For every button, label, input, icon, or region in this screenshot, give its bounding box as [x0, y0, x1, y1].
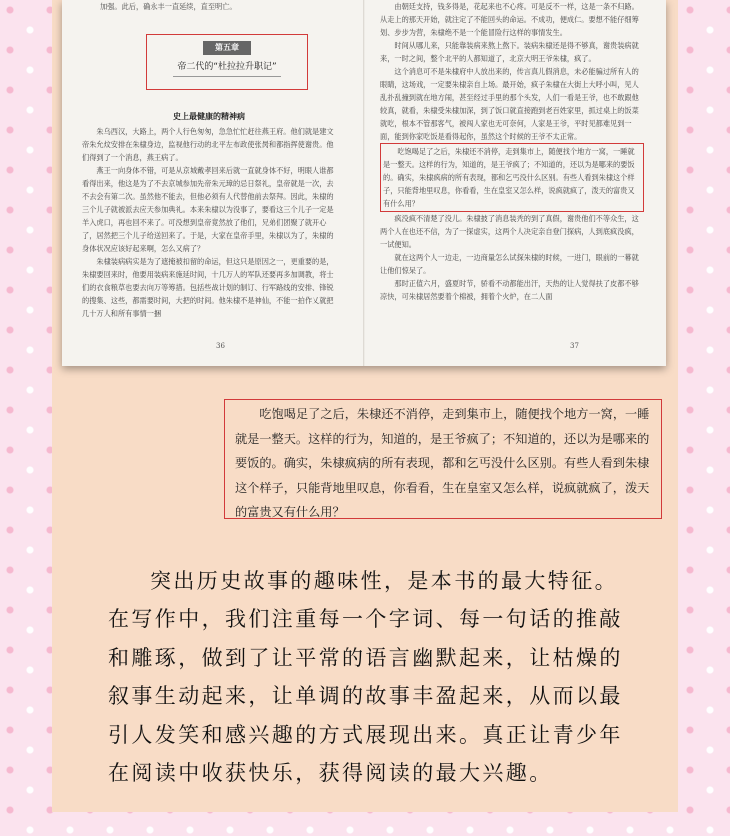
- left-paragraph: 燕王一向身体不错，可是从京城戴孝回来后就一直就身体不好，明眼人谁都看得出来，他这是为了不去京城参加先帝朱元璋的忌日祭礼，皇帝就是一次，去不去会有第二次。虽然他不能去，但他必须有人代替他前去祭拜。因此，朱棣的三个儿子就被派去应天参加典礼。本来朱棣以为没事了，要看这三个儿子一定是羊入虎口，再也回不来了。可没想到皇帝竟然放了他们，兄弟们团聚了就开心了，居然把三个儿子给送回来了。于是，大家在皇帝手里，朱棣以为了，朱棣的身体状况应该好起来啊，怎么又病了？: [82, 166, 334, 253]
- right-paragraph: 那时正值六月，盛夏时节，骄看不动都能出汗，天热的让人觉得扶了皮都不够凉快，可朱棣居然要着个棉被，拥着个火炉，在二人面: [380, 279, 639, 301]
- excerpt-callout: [224, 399, 662, 519]
- book-spine: [363, 0, 365, 366]
- highlighted-paragraph: 吃饱喝足了之后，朱棣还不消停，走到集市上，随便找个地方一窝，一睡就是一整天。这样的行为，知道的，是王爷疯了；不知道的，还以为是哪来的要饭的。确实，朱棣疯病的所有表现，都和乞丐没什么区别。有些人看到朱棣这个样子，只能背地里叹息，你看看，生在皇室又怎么样，说疯就疯了，泼天的富贵又有什么用？: [380, 143, 644, 212]
- description-text: 突出历史故事的趣味性，是本书的最大特征。在写作中，我们注重每一个字词、每一句话的推敲和雕琢，做到了让平常的语言幽默起来，让枯燥的叙事生动起来，让单调的故事丰盈起来，从而以最引人发笑和感兴趣的方式展现出来。真正让青少年在阅读中收获快乐，获得阅读的最大兴趣。: [108, 569, 623, 786]
- left-paragraph: 朱棣装病病实是为了遮掩被扣留的命运，但这只是原因之一，更重要的是，朱棣要回来时，他要用装病来施延时间，十几万人的军队还要再多加调教，将士们的衣食粮草也要去向万等筹措。包括些战计划的制订、行军路线的安排、锋锐的搜集、这些，都需要时间，大把的时间。他朱棣不是神仙，不能一拍作乂就把几十万人和所有事情一捆: [82, 257, 334, 318]
- right-page-number: 37: [570, 342, 579, 350]
- right-paragraph: 疯没疯不清楚了没儿。朱棣披了消息装秃的到了真假，谢贵他们不等众生，这两个人在也还不信，为了一探虚实，这两个人决定亲自登门探病，人到底疯没疯，一试便知。: [380, 214, 639, 249]
- right-paragraph: 时间从哪儿来，只能靠装病来熬上熬下。装病朱棣还是得不够真，谢贵装病就来，一时之间，整个北平的人都知道了，北京大明王爷朱棣，疯了。: [380, 41, 639, 63]
- book-spread-image: [62, 0, 666, 366]
- right-paragraph: 这个消息可不是朱棣府中人放出来的，传言真儿假消息，未必能骗过所有人的眼睛，这场戏，一定要朱棣亲自上场。最开始，疯子朱棣在大街上大呼小叫，见人乱扑乱撞到就在地方闹，甚至经过手里的那个头发，人们一看是王爷，也不敢跟他较真，就看，朱棣受朱棣加深，到了饭口就直接跑到老百姓家里，抓过桌上的饭菜就吃，根本不管那客气，被闯人家也无可奈何，人家是王爷，平时见都难见到一面，能到你家吃饭是看得起你，虽然这个时候的王爷不太正常。: [380, 67, 639, 141]
- section-heading: 史上最健康的精神病: [173, 112, 245, 121]
- chapter-label: 第五章: [203, 41, 251, 55]
- chapter-title-box: [146, 34, 308, 90]
- chapter-title: 帝二代的“杜拉拉升职记”: [147, 61, 307, 77]
- left-page-top-line: 加强。此后，确永丰一直延续，直至明亡。: [100, 2, 237, 11]
- right-paragraph: 由朝廷支持，钱多得是，花起来也不心疼。可是反不一样，这是一条不归路。从走上的那天开始，就注定了不能回头的命运。不成功，便成仁。要想不能仔细筹划、步步为营，朱棣绝不是一个能冒险行这样的事情发生。: [380, 2, 639, 37]
- book-description: [108, 562, 628, 792]
- right-page-body: [380, 0, 644, 303]
- left-paragraph: 朱乌西汉，大路上，两个人行色匆匆，急急忙忙赶往燕王府。他们就是建文帝朱允炆安排在朱棣身边，监视他行动的北平左布政使张昺和都指挥使谢贵。他们得到了一个消息，燕王病了。: [82, 127, 334, 162]
- excerpt-text: 吃饱喝足了之后，朱棣还不消停，走到集市上，随便找个地方一窝，一睡就是一整天。这样的行为，知道的，是王爷疯了；不知道的，还以为是哪来的要饭的。确实，朱棣疯病的所有表现，都和乞丐没什么区别。有些人看到朱棣这个样子，只能背地里叹息，你看看，生在皇室又怎么样，说疯就疯了，泼天的富贵又有什么用？: [235, 407, 650, 520]
- right-paragraph: 就在这两个人一边走，一边商量怎么试探朱棣的时候，一进门，眼前的一幕就让他们惊呆了。: [380, 253, 639, 275]
- left-page-body: [82, 125, 336, 320]
- left-page-number: 36: [216, 342, 225, 350]
